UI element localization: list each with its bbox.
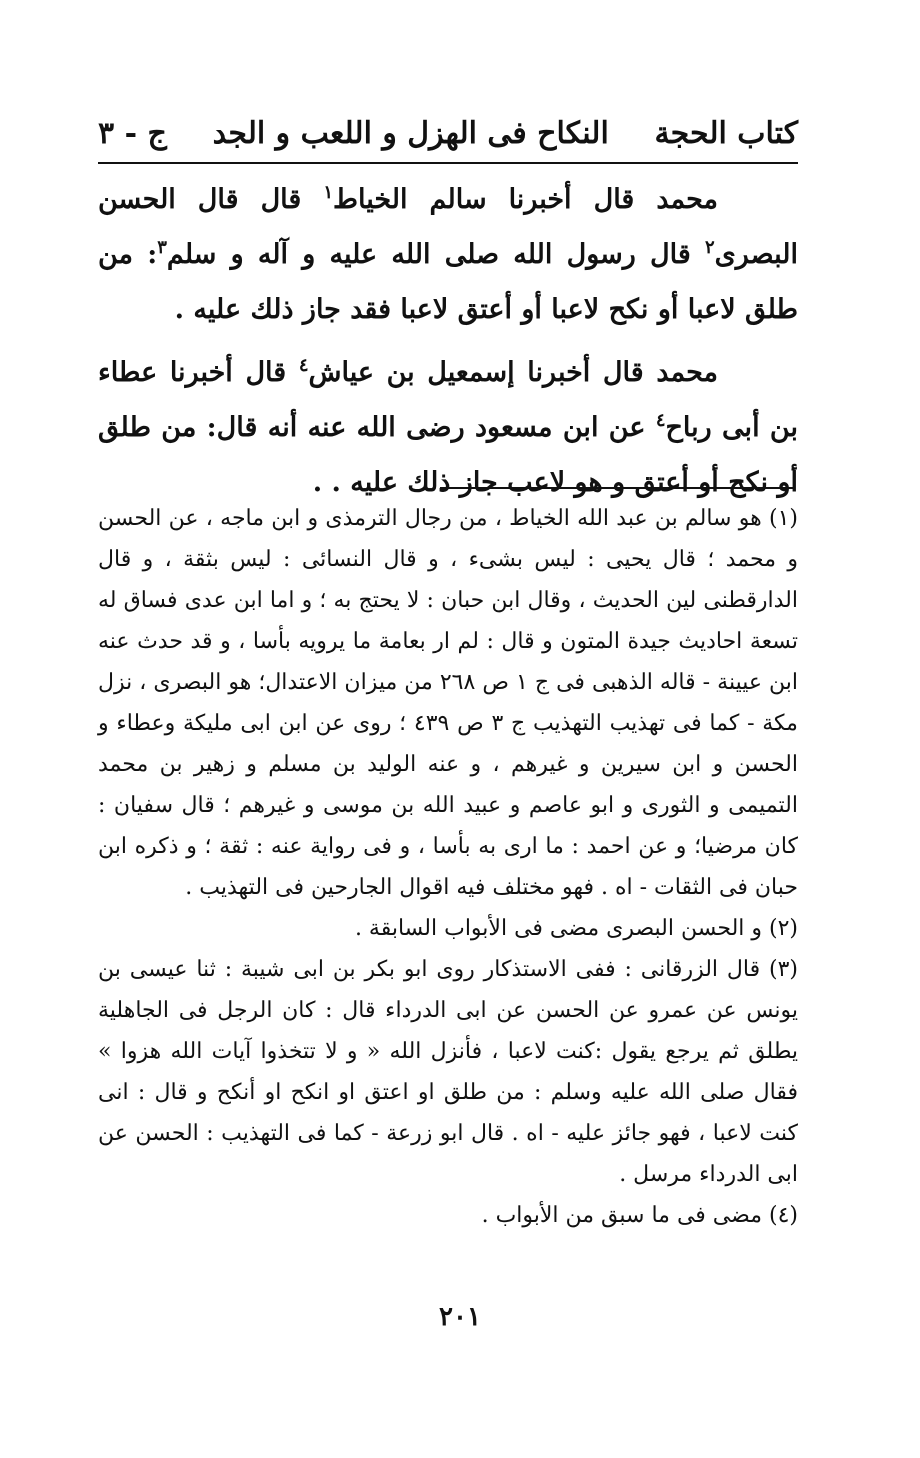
book-title: كتاب الحجة bbox=[654, 115, 798, 151]
footnote-marker: ١ bbox=[323, 182, 334, 203]
footnote-marker: ٤ bbox=[298, 355, 309, 376]
footnote-1: (١) هو سالم بن عبد الله الخياط ، من رجال الترمذى و ابن ماجه ، عن الحسن و محمد ؛ قال يحيى : ليس بشىء ، و قال النسائى : ليس بثقة ، و قال الدارقطنى لين الحديث ، وقال ابن حبان : لا يحتج به ؛ و اما ابن عدى فساق له تسعة احاديث جيدة المتون و قال : لم ار بعامة ما يرويه بأسا ، و قد حدث عنه ابن عيينة - قاله الذهبى فى ج ١ ص ٢٦٨ من ميزان الاعتدال؛ هو البصرى ، نزل مكة - كما فى تهذيب التهذيب ج ٣ ص ٤٣٩ ؛ روى عن ابن ابى مليكة وعطاء و الحسن و ابن سيرين و غيرهم ، و عنه الوليد بن مسلم و زهير بن محمد التميمى و الثورى و ابو عاصم و عبيد الله بن موسى و غيرهم ؛ قال سفيان : كان مرضيا؛ و عن احمد : ما ارى به بأسا ، و فى رواية عنه : ثقة ؛ و ذكره ابن حبان فى الثقات - اه . فهو مختلف فيه اقوال الجارحين فى التهذيب . bbox=[98, 506, 798, 900]
footnote-marker: ٣ bbox=[157, 237, 167, 258]
footnote-marker: ٢ bbox=[704, 237, 715, 258]
footnotes bbox=[98, 498, 798, 1236]
footnote-marker: ٤ bbox=[655, 410, 666, 431]
page-number: ٢٠١ bbox=[439, 1302, 481, 1332]
main-text bbox=[98, 172, 798, 510]
chapter-title: النكاح فى الهزل و اللعب و الجد bbox=[212, 115, 609, 151]
running-head bbox=[98, 105, 798, 161]
footnote-2: (٢) و الحسن البصرى مضى فى الأبواب السابقة . bbox=[354, 916, 798, 941]
hadith-paragraph-2: محمد قال أخبرنا إسمعيل بن عياش$^٤$ قال أخبرنا عطاء بن أبى رباح$^٤$ عن ابن مسعود رضى الله عنه أنه قال: من طلق أو نكح أو أعتق و هو لاعب جاز ذلك عليه . . bbox=[98, 355, 798, 498]
header-rule bbox=[98, 162, 798, 164]
footnote-4: (٤) مضى فى ما سبق من الأبواب . bbox=[481, 1203, 798, 1228]
volume-number: ج - ٣ bbox=[98, 115, 167, 151]
footnote-3: (٣) قال الزرقانى : ففى الاستذكار روى ابو بكر بن ابى شيبة : ثنا عيسى بن يونس عن عمرو عن الحسن عن ابى الدرداء قال : كان الرجل فى الجاهلية يطلق ثم يرجع يقول :كنت لاعبا ، فأنزل الله « و لا تتخذوا آيات الله هزوا » فقال صلى الله عليه وسلم : من طلق او اعتق او انكح او أنكح و قال : انى كنت لاعبا ، فهو جائز عليه - اه . قال ابو زرعة - كما فى التهذيب : الحسن عن ابى الدرداء مرسل . bbox=[98, 957, 798, 1187]
hadith-paragraph-1: محمد قال أخبرنا سالم الخياط$^١$ قال قال الحسن البصرى$^٢$ قال رسول الله صلى الله عليه و آله و سلم$^٣$: من طلق لاعبا أو نكح لاعبا أو أعتق لاعبا فقد جاز ذلك عليه . bbox=[98, 182, 798, 325]
footnote-rule bbox=[440, 487, 795, 489]
